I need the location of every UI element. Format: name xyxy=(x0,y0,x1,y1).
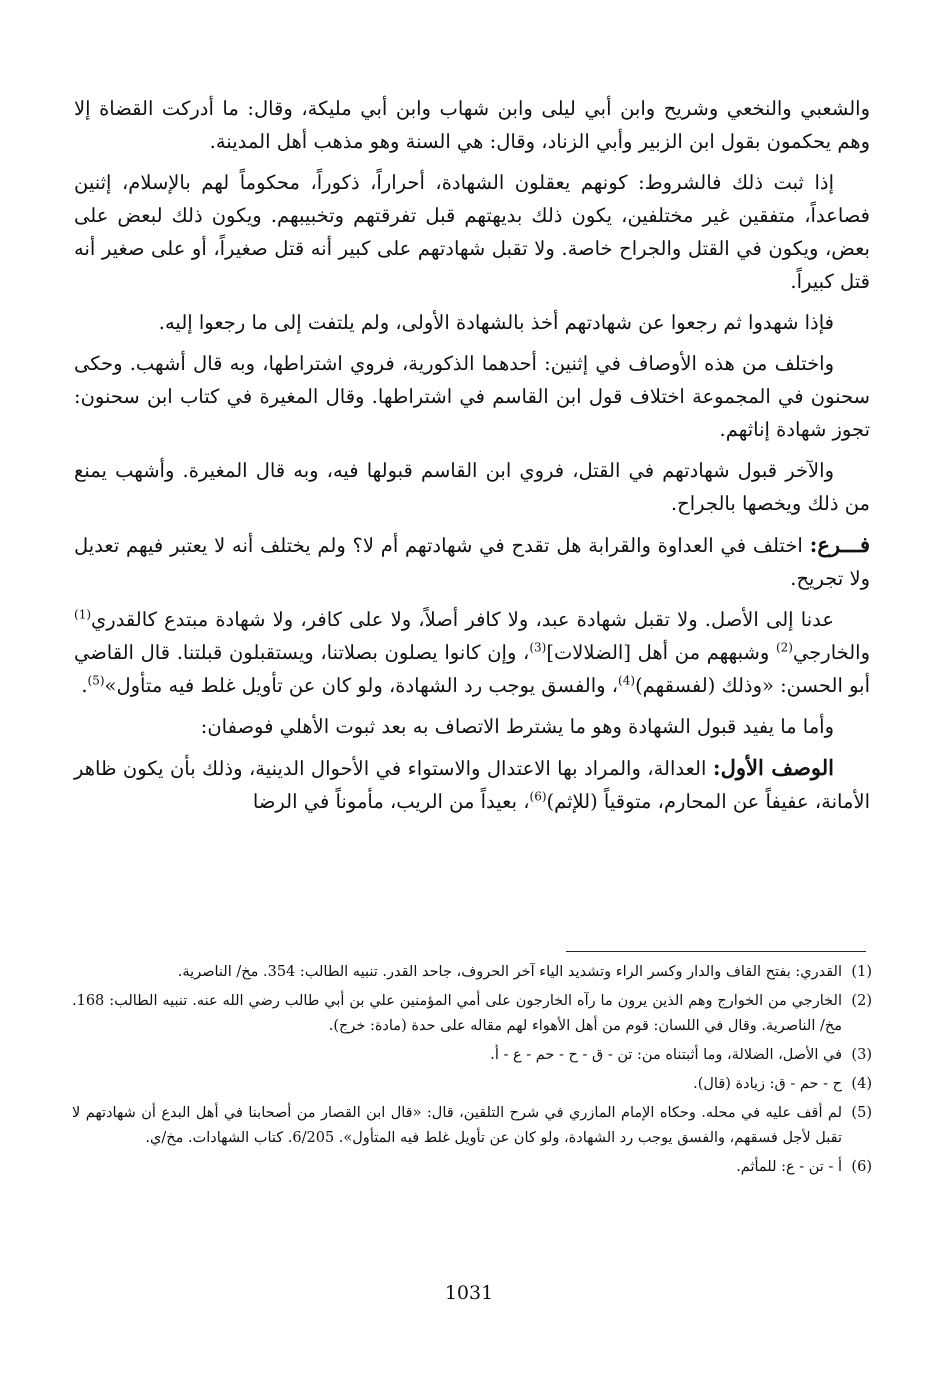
footnote-number: (2) xyxy=(851,993,872,1009)
paragraph-7 xyxy=(74,603,870,702)
paragraph-7-part-d: ، وإن كانوا يصلون بصلاتنا، ويستقبلون قبلتنا. قال القاضي أبو الحسن: «وذلك (لفسقهم) xyxy=(74,641,870,697)
footnote-ref-1: (1) xyxy=(74,607,92,622)
footnote-text: في الأصل، الضلالة، وما أثبتناه من: تن - ق - ح - حم - ع - أ. xyxy=(490,1047,842,1063)
paragraph-6-text: اختلف في العداوة والقرابة هل تقدح في شهادتهم أم لا؟ ولم يختلف أنه لا يعتبر فيهم تعديل ولا تجريح. xyxy=(74,534,870,590)
footnote-2 xyxy=(72,989,872,1039)
paragraph-7-part-c: وشبههم من أهل [الضلالات] xyxy=(546,641,776,664)
paragraph-2: إذا ثبت ذلك فالشروط: كونهم يعقلون الشهادة، أحراراً، ذكوراً، محكوماً لهم بالإسلام، إثنين فصاعداً، متفقين غير مختلفين، يكون ذلك بديهتهم قبل تفرقتهم وتخبيبهم. ويكون ذلك لبعض على بعض، ويكون في القتل والجراح خاصة. ولا تقبل شهادتهم على كبير أنه قتل صغيراً، أو على صغير أنه قتل كبيراً. xyxy=(74,171,870,293)
footnote-number: (5) xyxy=(851,1105,872,1121)
main-text xyxy=(74,92,870,826)
footnote-text: ح - حم - ق: زيادة (قال). xyxy=(693,1076,842,1092)
footnote-ref-3: (3) xyxy=(529,640,547,655)
footnote-number: (1) xyxy=(851,964,872,980)
paragraph-1: والشعبي والنخعي وشريح وابن أبي ليلى وابن شهاب وابن أبي مليكة، وقال: ما أدركت القضاة إلا وهم يحكمون بقول ابن الزبير وأبي الزناد، وقال: هي السنة وهو مذهب أهل المدينة. xyxy=(74,97,870,153)
paragraph-7-part-a: عدنا إلى الأصل. ولا تقبل شهادة عبد، ولا كافر أصلاً، ولا على كافر، ولا شهادة مبتدع كالقدري xyxy=(91,608,834,631)
footnote-text: الخارجي من الخوارج وهم الذين يرون ما رآه الخارجون على أمي المؤمنين علي بن أبي طالب رضي الله عنه. تنبيه الطالب: 168. مخ/ الناصرية. وقال في اللسان: قوم من أهل الأهواء لهم مقاله على حدة (مادة: خرج). xyxy=(72,993,842,1034)
paragraph-3: فإذا شهدوا ثم رجعوا عن شهادتهم أخذ بالشهادة الأولى، ولم يلتفت إلى ما رجعوا إليه. xyxy=(158,311,834,334)
paragraph-9-part-a: العدالة، والمراد بها الاعتدال والاستواء في الأحوال الدينية، وذلك بأن يكون ظاهر الأمانة، عفيفاً عن المحارم، متوقياً (للإثم) xyxy=(74,757,870,813)
footnote-5 xyxy=(72,1101,872,1151)
page-number: 1031 xyxy=(444,1282,494,1304)
footnote-3 xyxy=(72,1043,872,1068)
footnote-text: لم أقف عليه في محله. وحكاه الإمام المازري في شرح التلقين، قال: «قال ابن القصار من أصحابنا في أهل البدع أن شهادتهم لا تقبل لأجل فسقهم، والفسق يوجب رد الشهادة، ولو كان عن تأويل غلط فيه المتأول». 6/205. كتاب الشهادات. مخ/ي. xyxy=(72,1105,842,1146)
paragraph-7-part-e: ، والفسق يوجب رد الشهادة، ولو كان عن تأويل غلط فيه متأول» xyxy=(104,674,619,697)
paragraph-8: وأما ما يفيد قبول الشهادة وهو ما يشترط الاتصاف به بعد ثبوت الأهلي فوصفان: xyxy=(200,715,834,738)
footnotes xyxy=(72,960,872,1184)
section-heading-far: فـــرع: xyxy=(809,532,870,557)
footnote-text: القدري: بفتح القاف والدار وكسر الراء وتشديد الياء آخر الحروف، جاحد القدر. تنبيه الطالب: 354. مخ/ الناصرية. xyxy=(177,964,842,980)
paragraph-7-part-b: والخارجي xyxy=(792,641,870,664)
paragraph-9 xyxy=(74,751,870,818)
footnote-ref-2: (2) xyxy=(775,640,793,655)
footnote-number: (6) xyxy=(851,1159,872,1175)
paragraph-9-part-b: ، بعيداً من الريب، مأموناً في الرضا xyxy=(252,790,530,813)
footnote-divider xyxy=(566,951,866,952)
footnote-number: (3) xyxy=(851,1047,872,1063)
footnote-ref-4: (4) xyxy=(618,673,636,688)
footnote-text: أ - تن - ع: للمأثم. xyxy=(736,1159,842,1175)
paragraph-5: والآخر قبول شهادتهم في القتل، فروي ابن القاسم قبولها فيه، وبه قال المغيرة. وأشهب يمنع من ذلك ويخصها بالجراح. xyxy=(74,459,870,515)
footnote-number: (4) xyxy=(851,1076,872,1092)
footnote-ref-6: (6) xyxy=(529,789,547,804)
footnote-6 xyxy=(72,1155,872,1180)
footnote-1 xyxy=(72,960,872,985)
paragraph-7-part-f: . xyxy=(81,674,88,697)
paragraph-4: واختلف من هذه الأوصاف في إثنين: أحدهما الذكورية، فروي اشتراطها، وبه قال أشهب. وحكى سحنون في المجموعة اختلاف قول ابن القاسم في اشتراطها. وقال المغيرة في كتاب ابن سحنون: تجوز شهادة إناثهم. xyxy=(74,352,870,441)
footnote-ref-5: (5) xyxy=(87,673,105,688)
paragraph-6 xyxy=(74,528,870,595)
section-heading-first-attribute: الوصف الأول: xyxy=(712,755,834,780)
footnote-4 xyxy=(72,1072,872,1097)
